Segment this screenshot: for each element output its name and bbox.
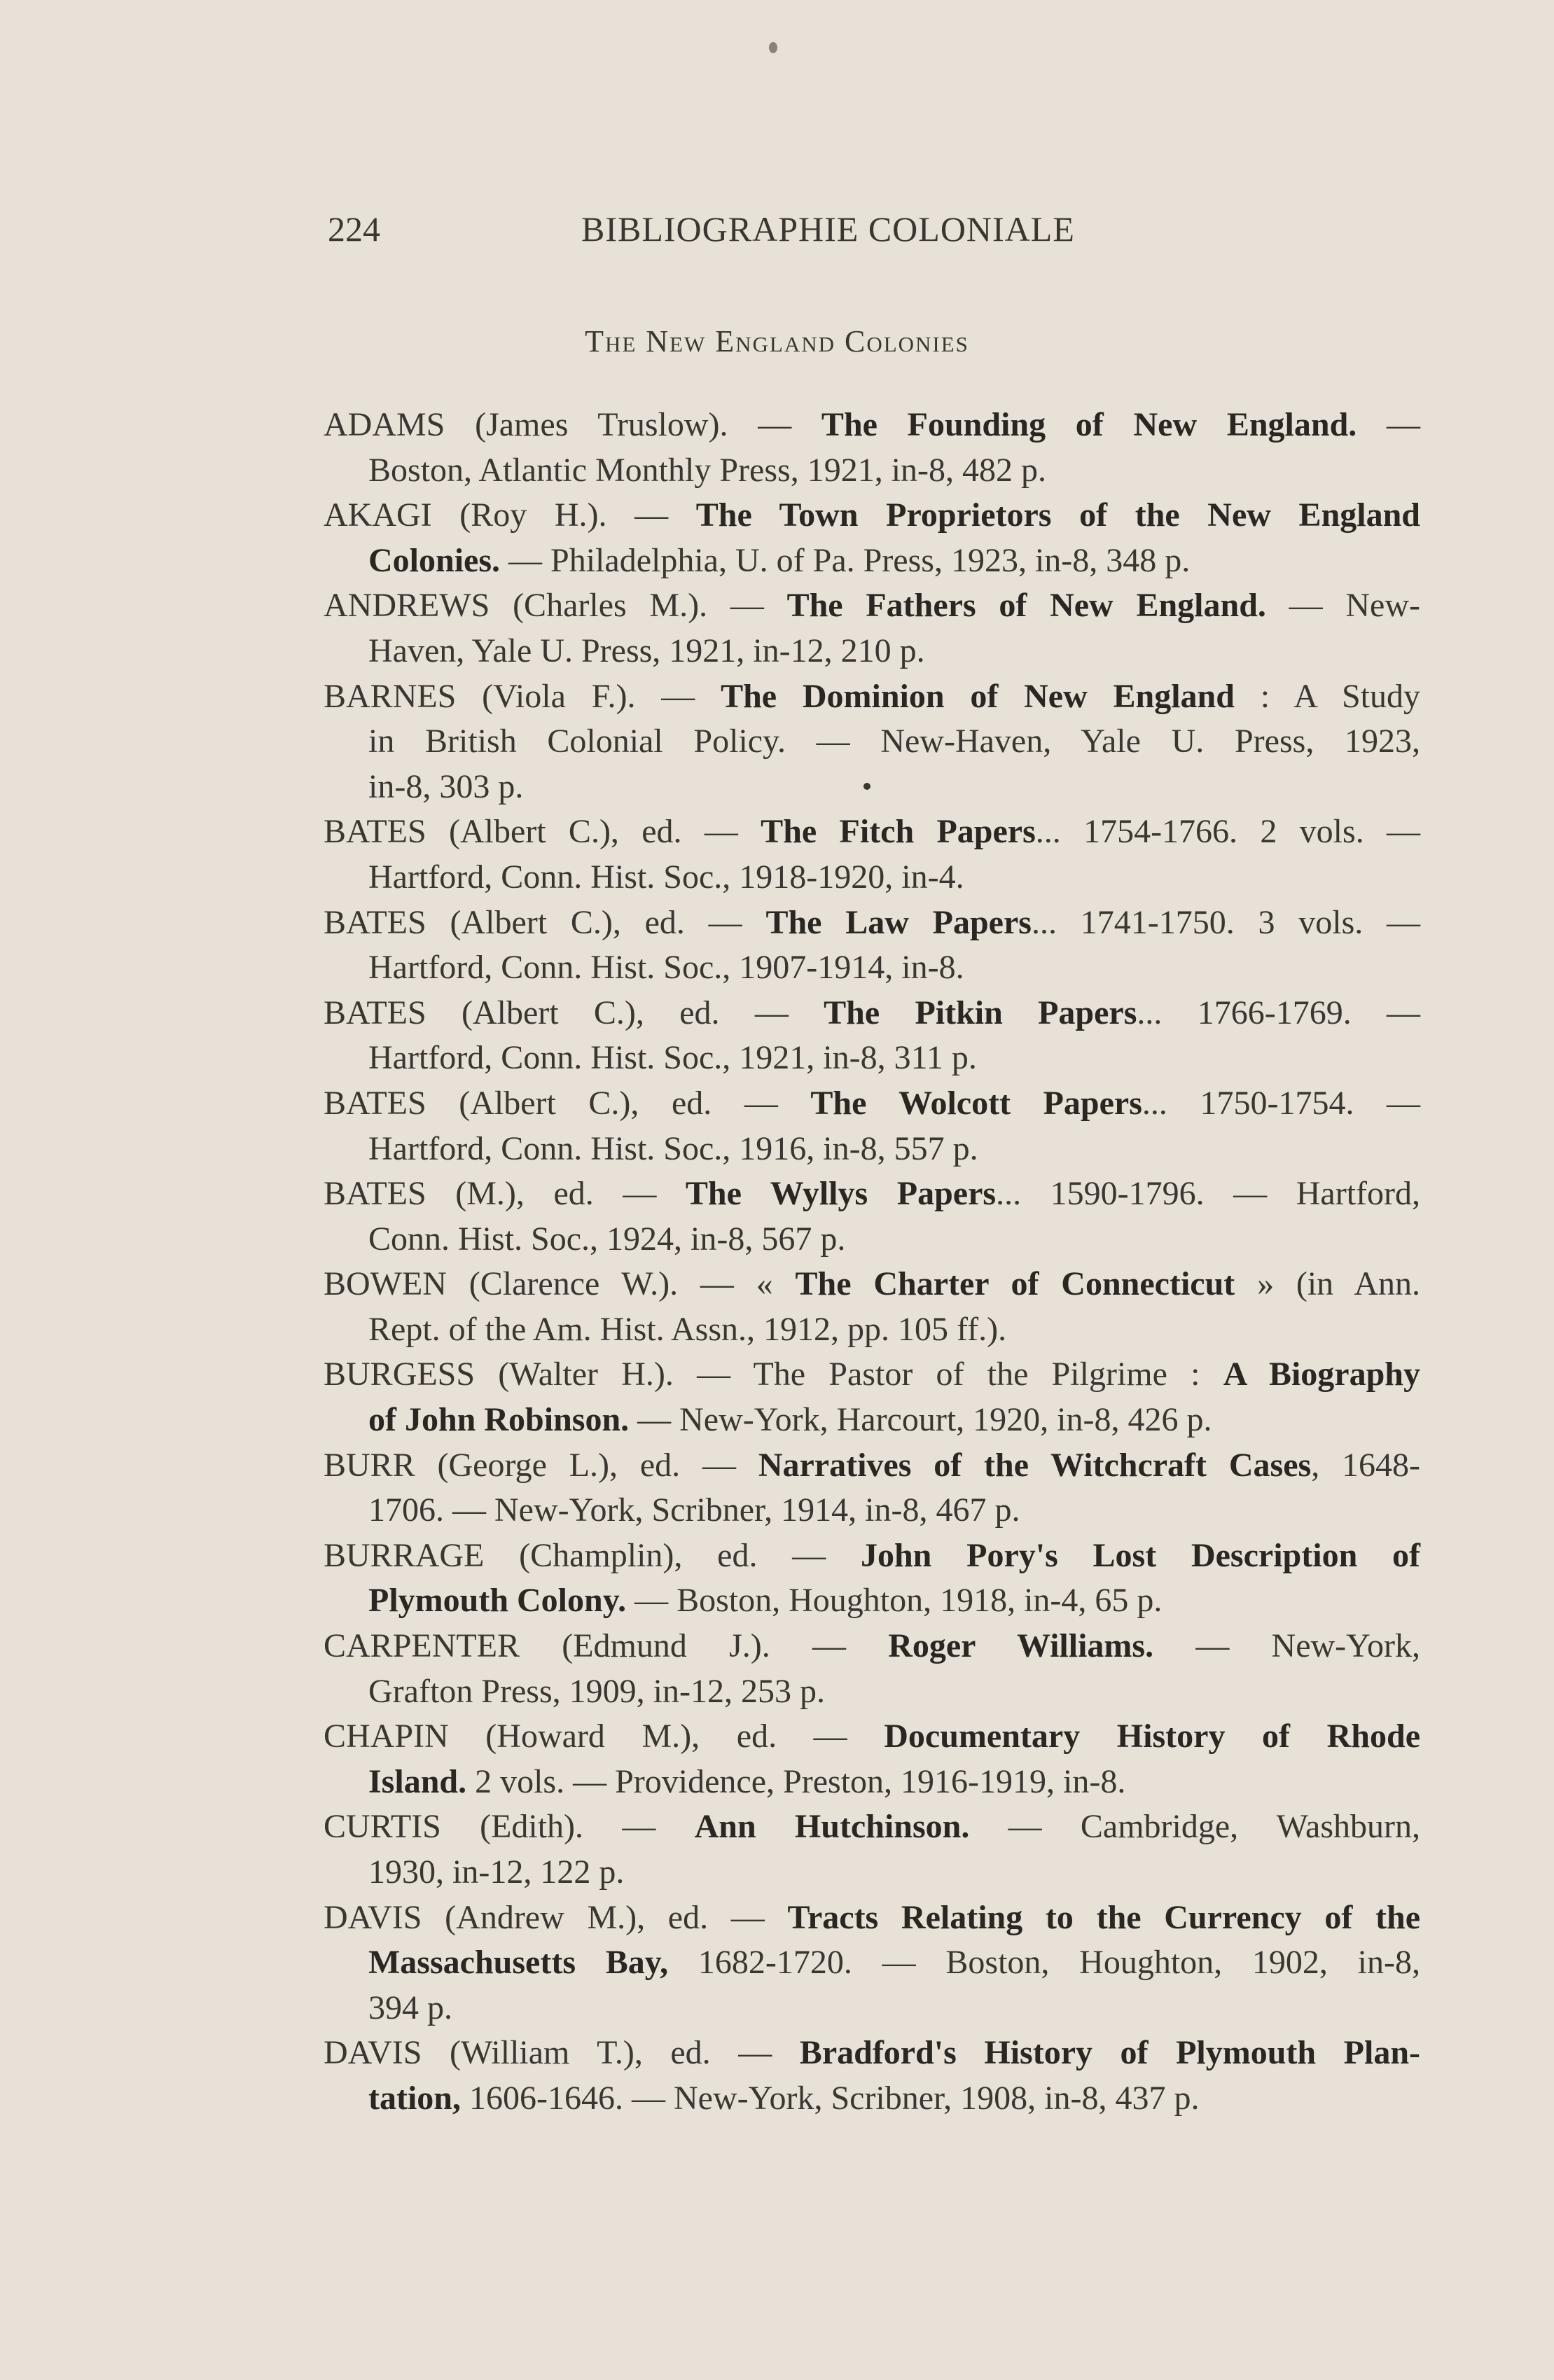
entry-text: Boston, Atlantic Monthly Press, 1921, in-8, 482 p. [368, 451, 1047, 489]
bibliography-entry [324, 1171, 1420, 1262]
entry-text: 1930, in-12, 122 p. [368, 1853, 625, 1891]
entry-line [324, 1624, 1420, 1669]
bibliography-entry [324, 674, 1420, 810]
entry-text: Hartford, Conn. Hist. Soc., 1916, in-8, 557 p. [368, 1129, 978, 1167]
entry-line [324, 1171, 1420, 1217]
entry-title-text: Narratives of the Witchcraft Cases [758, 1446, 1312, 1484]
entry-title-text: The Wyllys Papers [685, 1175, 997, 1213]
entry-text: Hartford, Conn. Hist. Soc., 1921, in-8, 311 p. [368, 1039, 977, 1077]
entry-text: CARPENTER (Edmund J.). — [324, 1627, 889, 1665]
bibliography-entry [324, 403, 1420, 493]
entry-line [324, 991, 1420, 1036]
bibliography-entry [324, 493, 1420, 583]
entry-text: ... 1590-1796. — Hartford, [996, 1175, 1420, 1213]
entry-line [324, 583, 1420, 629]
entry-line [324, 1488, 1420, 1533]
entry-text: Rept. of the Am. Hist. Assn., 1912, pp. 105 ff.). [368, 1310, 1007, 1348]
entry-text: ... 1750-1754. — [1142, 1084, 1421, 1122]
entry-title-text: The Dominion of New England [721, 677, 1235, 715]
entry-text: — [1357, 406, 1420, 443]
entry-text: AKAGI (Roy H.). — [324, 496, 696, 534]
entry-line [324, 1443, 1420, 1489]
entry-text: , 1648- [1311, 1446, 1420, 1484]
entry-line [324, 1669, 1420, 1715]
entry-title-text: Colonies. [368, 541, 501, 579]
section-title: The New England Colonies [585, 324, 969, 359]
entry-text: Grafton Press, 1909, in-12, 253 p. [368, 1672, 825, 1710]
entry-line [324, 1533, 1420, 1579]
entry-title-text: Massachusetts Bay, [368, 1944, 669, 1982]
entry-line [324, 2031, 1420, 2076]
entry-title-text: The Wolcott Papers [810, 1084, 1142, 1122]
entry-text: Hartford, Conn. Hist. Soc., 1918-1920, in-4. [368, 858, 964, 896]
entry-title-text: Plymouth Colony. [368, 1582, 627, 1620]
entry-line [324, 1262, 1420, 1307]
entry-line [324, 1578, 1420, 1624]
entry-text: Hartford, Conn. Hist. Soc., 1907-1914, in-8. [368, 949, 964, 987]
entry-text: 1606-1646. — New-York, Scribner, 1908, in-8, 437 p. [461, 2079, 1200, 2117]
entry-text: 1706. — New-York, Scribner, 1914, in-8, 467 p. [368, 1491, 1020, 1529]
entry-line [324, 1127, 1420, 1172]
entry-text: 1682-1720. — Boston, Houghton, 1902, in-8, [668, 1944, 1421, 1982]
bibliography-entry [324, 583, 1420, 674]
entry-line [324, 2076, 1420, 2122]
entry-line [324, 1895, 1420, 1941]
entry-line [324, 765, 1420, 810]
entry-title-text: Documentary History of Rhode [884, 1718, 1420, 1755]
entry-text: CURTIS (Edith). — [324, 1808, 695, 1846]
entry-text: BURGESS (Walter H.). — The Pastor of the Pilgrime : [324, 1356, 1223, 1393]
entry-text: in British Colonial Policy. — New-Haven, Yale U. Press, 1923, [368, 723, 1420, 760]
scan-speck [769, 42, 777, 53]
entry-text: BURR (George L.), ed. — [324, 1446, 758, 1484]
entry-line [324, 448, 1420, 494]
entry-line [324, 1714, 1420, 1760]
entry-text: DAVIS (William T.), ed. — [324, 2034, 800, 2072]
entry-text: — Philadelphia, U. of Pa. Press, 1923, in-8, 348 p. [500, 541, 1191, 579]
entry-text: BURRAGE (Champlin), ed. — [324, 1536, 861, 1574]
entry-line [324, 403, 1420, 448]
page-header [328, 209, 1140, 258]
page-number: 224 [328, 209, 380, 249]
entry-text: — New- [1265, 587, 1421, 625]
entry-title-text: Ann Hutchinson. [694, 1808, 970, 1846]
entry-text: ... 1766-1769. — [1137, 994, 1421, 1031]
entry-text: BOWEN (Clarence W.). — « [324, 1265, 796, 1303]
bibliography-entry [324, 1533, 1420, 1624]
entry-line [324, 1398, 1420, 1443]
entry-text: Haven, Yale U. Press, 1921, in-12, 210 p. [368, 632, 925, 669]
bibliography-entry [324, 900, 1420, 991]
bibliography-list [324, 403, 1420, 2122]
bibliography-entry [324, 1262, 1420, 1352]
entry-text: CHAPIN (Howard M.), ed. — [324, 1718, 884, 1755]
entry-text: ... 1754-1766. 2 vols. — [1035, 813, 1421, 851]
entry-line [324, 945, 1420, 991]
entry-title-text: tation, [368, 2079, 461, 2117]
entry-title-text: The Founding of New England. [821, 406, 1357, 443]
entry-text: BARNES (Viola F.). — [324, 677, 721, 715]
bibliography-entry [324, 1895, 1420, 2031]
entry-title-text: The Pitkin Papers [824, 994, 1137, 1031]
entry-line [324, 1036, 1420, 1081]
bibliography-entry [324, 1804, 1420, 1895]
entry-title-text: Tracts Relating to the Currency of the [787, 1898, 1421, 1936]
entry-text: — New-York, [1153, 1627, 1420, 1665]
running-title: BIBLIOGRAPHIE COLONIALE [581, 209, 1075, 249]
entry-text: BATES (Albert C.), ed. — [324, 1084, 811, 1122]
entry-text: — Boston, Houghton, 1918, in-4, 65 p. [626, 1582, 1163, 1620]
entry-text: Conn. Hist. Soc., 1924, in-8, 567 p. [368, 1220, 846, 1258]
entry-line [324, 1804, 1420, 1850]
bibliography-entry [324, 809, 1420, 900]
entry-title-text: The Fathers of New England. [786, 587, 1266, 625]
entry-line [324, 855, 1420, 900]
bibliography-entry [324, 991, 1420, 1081]
entry-text: : A Study [1234, 677, 1421, 715]
entry-text: 2 vols. — Providence, Preston, 1916-1919, in-8. [466, 1762, 1126, 1800]
entry-line [324, 809, 1420, 855]
entry-line [324, 629, 1420, 674]
entry-title-text: John Pory's Lost Description of [860, 1536, 1420, 1574]
bibliography-entry [324, 1352, 1420, 1442]
entry-line [324, 900, 1420, 946]
entry-title-text: The Town Proprietors of the New England [695, 496, 1420, 534]
entry-line [324, 493, 1420, 538]
entry-text: ADAMS (James Truslow). — [324, 406, 821, 443]
entry-text: ANDREWS (Charles M.). — [324, 587, 787, 625]
entry-line [324, 1217, 1420, 1262]
entry-text: BATES (Albert C.), ed. — [324, 813, 761, 851]
entry-title-text: Island. [368, 1762, 467, 1800]
entry-title-text: The Fitch Papers [761, 813, 1036, 851]
entry-line [324, 1940, 1420, 1986]
entry-title-text: of John Robinson. [368, 1401, 630, 1439]
entry-line [324, 1307, 1420, 1353]
entry-line [324, 719, 1420, 765]
entry-text: 394 p. [368, 1989, 452, 2026]
entry-title-text: The Law Papers [765, 903, 1032, 941]
entry-text: — New-York, Harcourt, 1920, in-8, 426 p. [629, 1401, 1212, 1439]
entry-line [324, 1850, 1420, 1895]
entry-title-text: A Biography [1223, 1356, 1421, 1393]
entry-text: in-8, 303 p. [368, 767, 524, 805]
entry-title-text: Bradford's History of Plymouth Plan- [799, 2034, 1421, 2072]
bibliography-entry [324, 1081, 1420, 1171]
entry-text: BATES (Albert C.), ed. — [324, 994, 824, 1031]
bibliography-entry [324, 1624, 1420, 1714]
entry-text: — Cambridge, Washburn, [969, 1808, 1420, 1846]
bibliography-entry [324, 1714, 1420, 1804]
entry-text: ... 1741-1750. 3 vols. — [1031, 903, 1421, 941]
entry-line [324, 1986, 1420, 2031]
entry-text: BATES (Albert C.), ed. — [324, 903, 766, 941]
entry-line [324, 538, 1420, 584]
entry-text: » (in Ann. [1235, 1265, 1420, 1303]
entry-line [324, 1760, 1420, 1805]
entry-text: DAVIS (Andrew M.), ed. — [324, 1898, 788, 1936]
entry-title-text: Roger Williams. [888, 1627, 1154, 1665]
entry-line [324, 1352, 1420, 1398]
entry-text: BATES (M.), ed. — [324, 1175, 686, 1213]
entry-line [324, 674, 1420, 720]
entry-line [324, 1081, 1420, 1127]
bibliography-entry [324, 2031, 1420, 2121]
bibliography-entry [324, 1443, 1420, 1533]
entry-title-text: The Charter of Connecticut [795, 1265, 1235, 1303]
